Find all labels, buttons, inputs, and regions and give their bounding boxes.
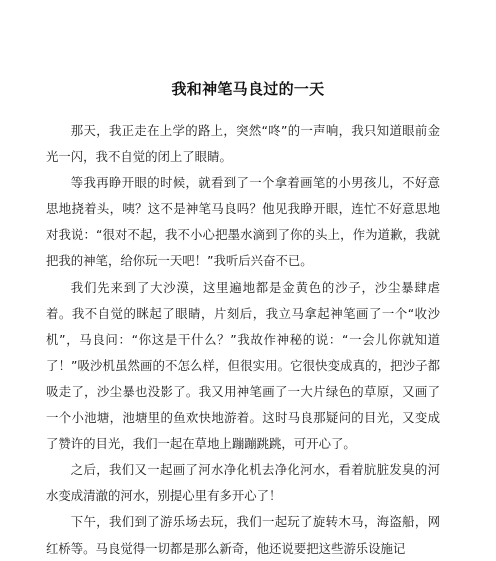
paragraph: 我们先来到了大沙漠，这里遍地都是金黄色的沙子，沙尘暴肆虐着。我不自觉的眯起了眼睛，片刻后，我立马拿起神笔画了一个“收沙机”，马良问：“你这是干什么？”我故作神秘的说：“一会儿你就知道了！”吸沙机虽然画的不怎么样，但很实用。它很快变成真的，把沙子都吸走了，沙尘暴也没影了。我又用神笔画了一大片绿色的草原，又画了一个小池塘，池塘里的鱼欢快地游着。这时马良那疑问的目光，又变成了赞许的目光，我们一起在草地上蹦蹦跳跳，可开心了。 <box>46 279 440 452</box>
paragraph: 等我再睁开眼的时候，就看到了一个拿着画笔的小男孩儿，不好意思地挠着头，咦？这不是神笔马良吗？他见我睁开眼，连忙不好意思地对我说：“很对不起，我不小心把墨水滴到了你的头上，作为道歉，我就把我的神笔，给你玩一天吧！”我听后兴奋不已。 <box>46 175 440 269</box>
paragraph: 下午，我们到了游乐场去玩，我们一起玩了旋转木马，海盗船，网红桥等。马良觉得一切都是那么新奇，他还说要把这些游乐设施记 <box>46 514 440 556</box>
document-title: 我和神笔马良过的一天 <box>171 80 325 98</box>
paragraph: 那天，我正走在上学的路上，突然“咚”的一声响，我只知道眼前金光一闪，我不自觉的闭上了眼睛。 <box>46 123 440 165</box>
paragraph: 之后，我们又一起画了河水净化机去净化河水，看着肮脏发臭的河水变成清澈的河水，别提心里有多开心了！ <box>46 462 440 504</box>
document-body <box>46 118 440 561</box>
